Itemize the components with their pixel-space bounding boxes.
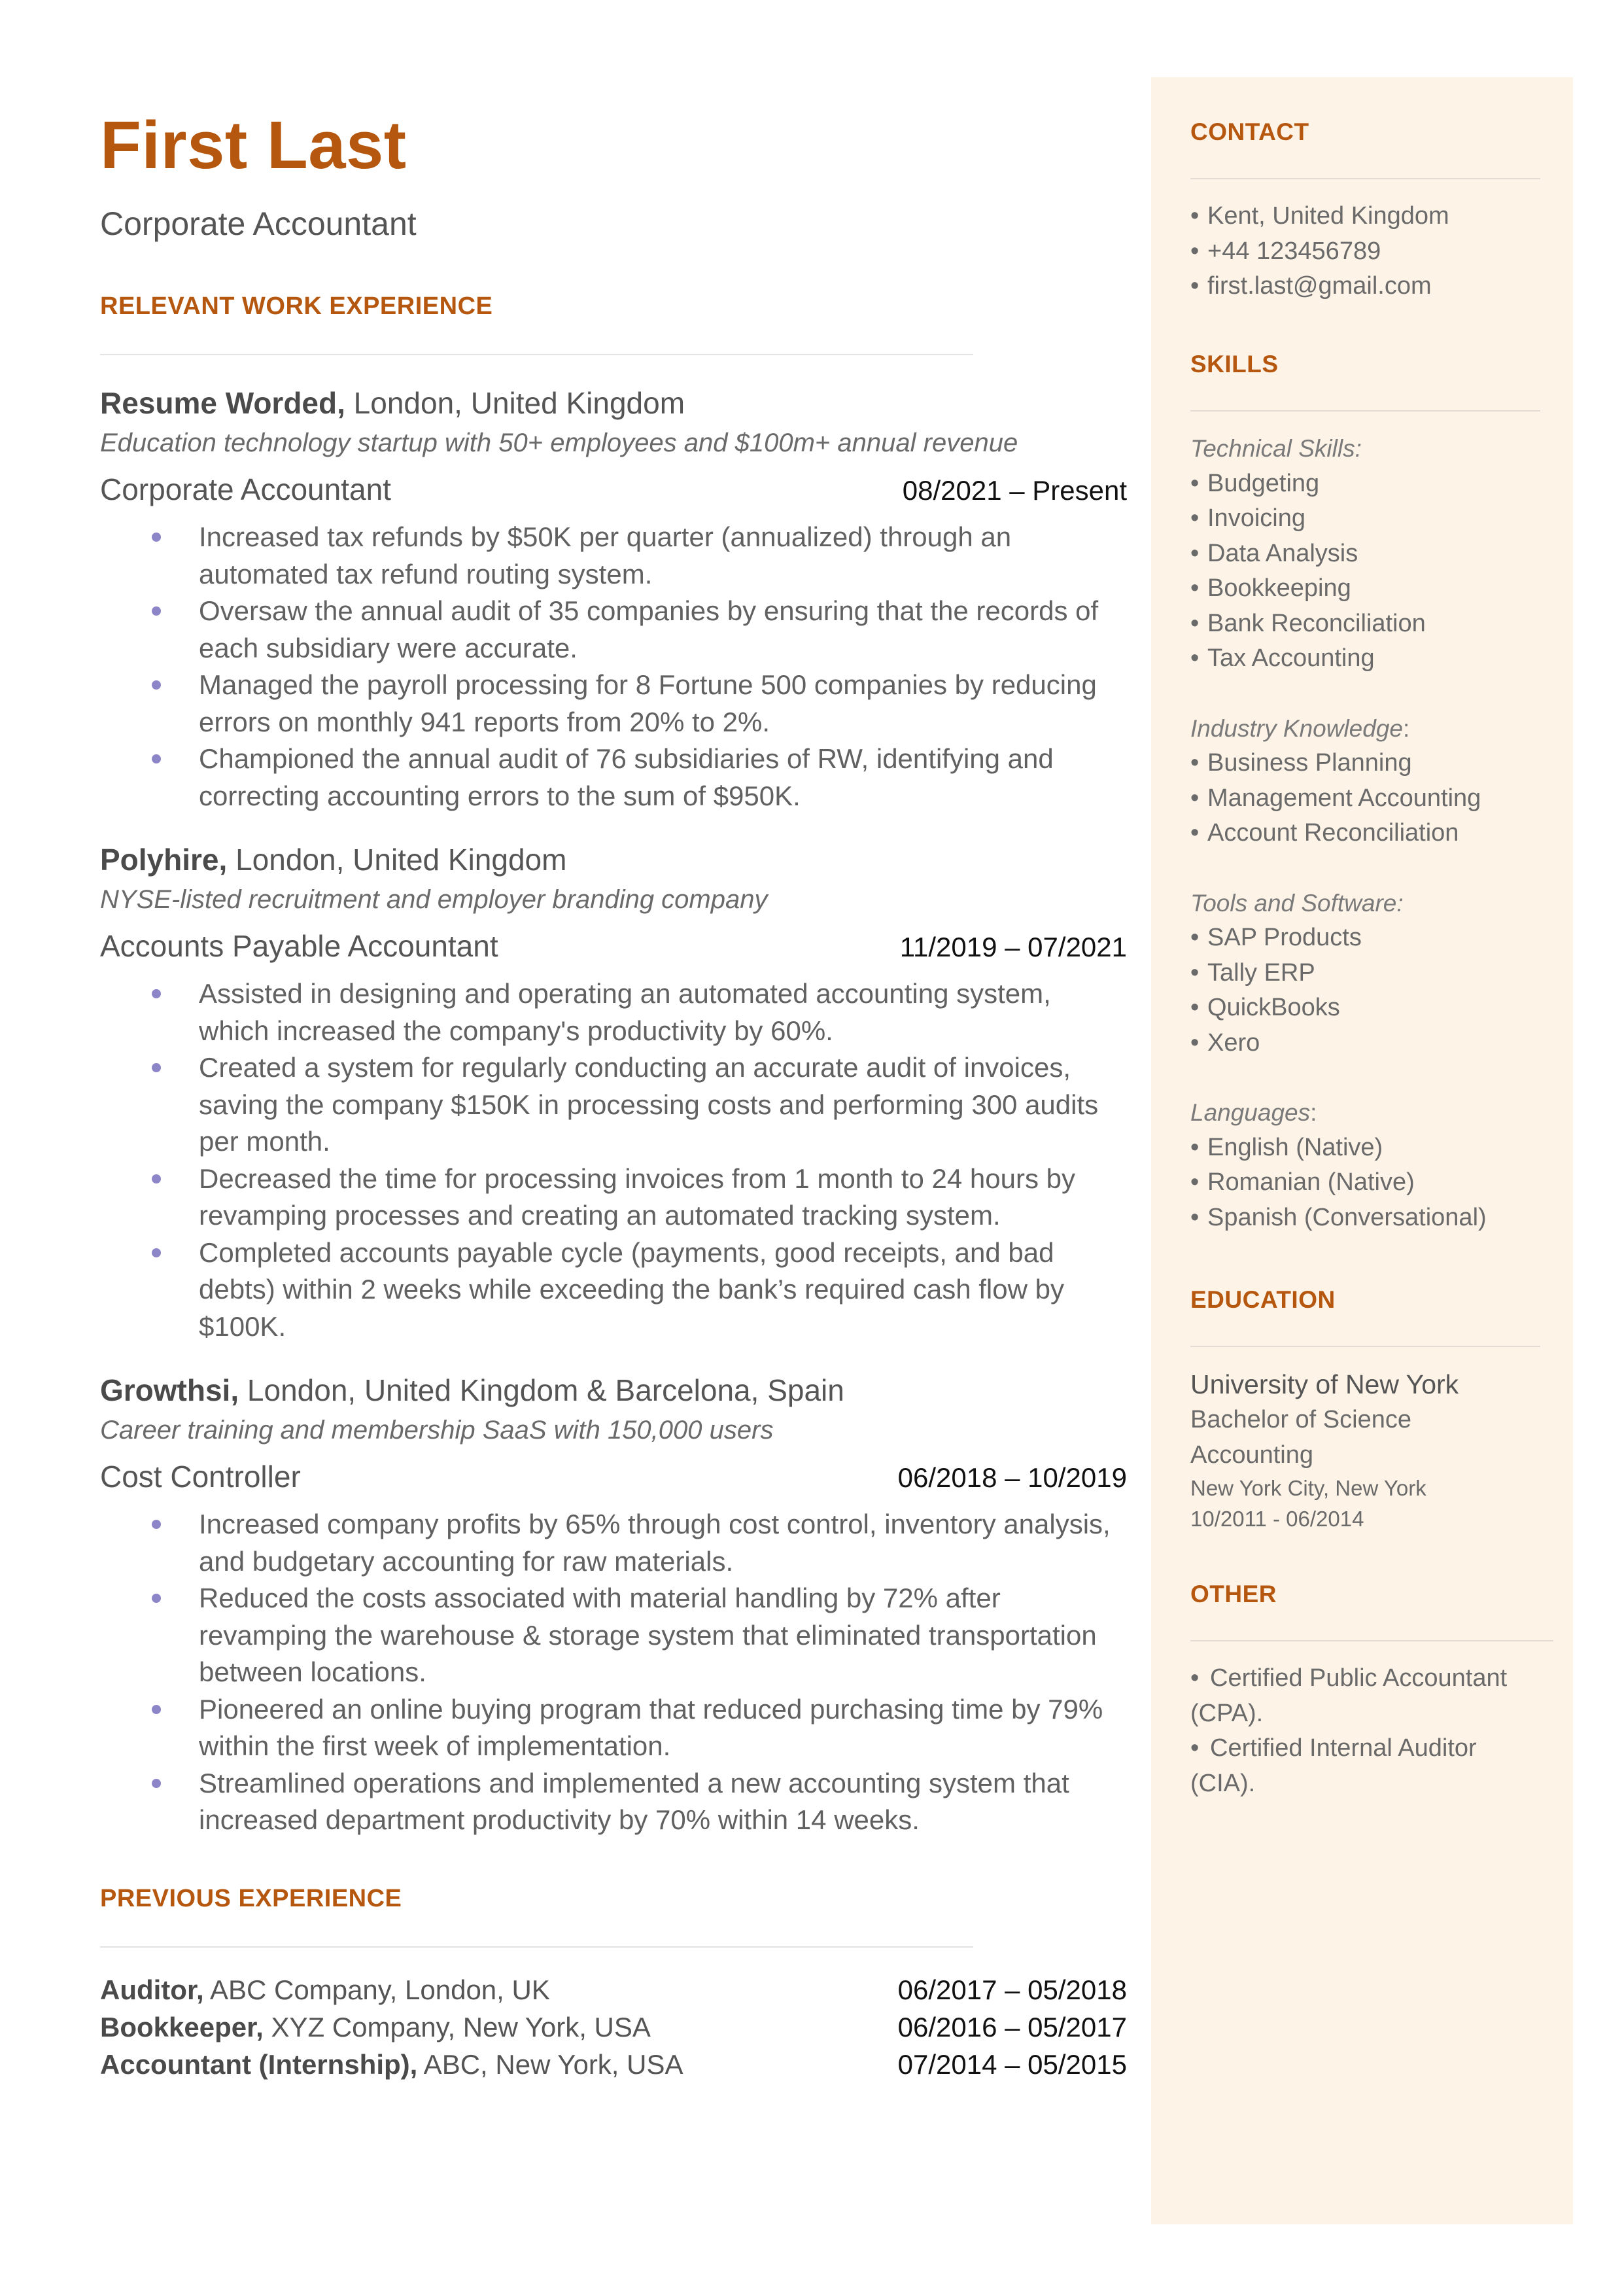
languages-list	[1190, 1130, 1530, 1236]
achievement-item: Decreased the time for processing invoices from 1 month to 24 hours by revamping processes and creating an automated tracking system.	[100, 1161, 1127, 1235]
job-entry	[100, 1375, 1127, 1839]
job-entry	[100, 388, 1127, 815]
skill-item: • SAP Products	[1190, 924, 1362, 951]
technical-skills-label: Technical Skills:	[1190, 435, 1362, 462]
previous-employer: XYZ Company, New York, USA	[263, 2011, 651, 2042]
education-section	[1190, 1288, 1530, 1534]
industry-knowledge-label: Industry Knowledge:	[1190, 714, 1410, 742]
achievement-item: Increased company profits by 65% through cost control, inventory analysis, and budgetary accounting for raw materials.	[100, 1506, 1127, 1580]
company-name: Resume Worded,	[100, 386, 345, 420]
achievement-item: Oversaw the annual audit of 35 companies by ensuring that the records of each subsidiary were accurate.	[100, 593, 1127, 667]
company-description: Education technology startup with 50+ employees and $100m+ annual revenue	[100, 429, 1018, 457]
achievement-item: Completed accounts payable cycle (payments, good receipts, and bad debts) within 2 weeks while exceeding the bank’s required cash flow by $100K.	[100, 1235, 1127, 1346]
section-divider	[100, 1946, 973, 1948]
section-divider	[1190, 1346, 1540, 1347]
certification-item: • Certified Internal Auditor (CIA).	[1190, 1734, 1477, 1797]
role-row	[100, 1462, 1127, 1492]
achievement-list	[100, 975, 1127, 1345]
education-field: Accounting	[1190, 1441, 1314, 1469]
contact-heading: CONTACT	[1190, 118, 1309, 145]
education-heading: EDUCATION	[1190, 1286, 1336, 1313]
skill-item: • Bookkeeping	[1190, 574, 1351, 602]
contact-section	[1190, 120, 1530, 304]
section-heading-relevant: RELEVANT WORK EXPERIENCE	[100, 292, 493, 320]
skill-item: • Account Reconciliation	[1190, 819, 1459, 847]
skill-item: • Data Analysis	[1190, 539, 1358, 567]
contact-phone: • +44 123456789	[1190, 237, 1381, 265]
other-heading: OTHER	[1190, 1581, 1277, 1607]
achievement-item: Assisted in designing and operating an automated accounting system, which increased the company's productivity by 60%.	[100, 975, 1127, 1049]
education-degree: Bachelor of Science	[1190, 1406, 1411, 1433]
candidate-title: Corporate Accountant	[100, 205, 417, 242]
achievement-item: Managed the payroll processing for 8 Fortune 500 companies by reducing errors on monthly 941 reports from 20% to 2%.	[100, 667, 1127, 741]
previous-employer: ABC, New York, USA	[417, 2048, 683, 2080]
job-role: Accounts Payable Accountant	[100, 929, 498, 963]
skill-item: • Management Accounting	[1190, 784, 1481, 812]
education-school: University of New York	[1190, 1369, 1459, 1399]
section-divider	[1190, 178, 1540, 179]
previous-role: Bookkeeper,	[100, 2011, 264, 2042]
role-row	[100, 931, 1127, 961]
job-role: Corporate Accountant	[100, 472, 391, 506]
company-location: London, United Kingdom & Barcelona, Spain	[239, 1373, 844, 1407]
section-divider	[1190, 1640, 1553, 1641]
achievement-item: Pioneered an online buying program that reduced purchasing time by 79% within the first week of implementation.	[100, 1691, 1127, 1765]
company-description: Career training and membership SaaS with 150,000 users	[100, 1416, 774, 1445]
skill-item: • Budgeting	[1190, 469, 1320, 497]
achievement-list	[100, 1506, 1127, 1839]
skills-section	[1190, 352, 1530, 1235]
company-description: NYSE-listed recruitment and employer branding company	[100, 885, 768, 914]
skill-item: • Invoicing	[1190, 504, 1305, 532]
section-divider	[100, 354, 973, 355]
certification-item: • Certified Public Accountant (CPA).	[1190, 1664, 1508, 1727]
company-name: Polyhire,	[100, 843, 228, 877]
skill-item: • Bank Reconciliation	[1190, 609, 1426, 637]
contact-location: • Kent, United Kingdom	[1190, 202, 1449, 230]
achievement-list	[100, 519, 1127, 815]
achievement-item: Created a system for regularly conducting an accurate audit of invoices, saving the company $150K in processing costs and performing 300 audits per month.	[100, 1049, 1127, 1161]
job-dates: 08/2021 – Present	[902, 475, 1127, 506]
main-column	[100, 107, 1127, 2083]
education-dates: 10/2011 - 06/2014	[1190, 1507, 1364, 1531]
job-dates: 06/2018 – 10/2019	[897, 1462, 1127, 1493]
skill-item: • Business Planning	[1190, 749, 1412, 777]
company-location: London, United Kingdom	[227, 843, 567, 877]
previous-experience-item	[100, 2046, 1127, 2083]
previous-dates: 06/2016 – 05/2017	[897, 2011, 1127, 2042]
job-dates: 11/2019 – 07/2021	[899, 932, 1127, 962]
skills-heading: SKILLS	[1190, 351, 1279, 377]
education-location: New York City, New York	[1190, 1476, 1426, 1500]
technical-skills-list	[1190, 466, 1530, 676]
industry-knowledge-list	[1190, 746, 1530, 851]
language-item: • Romanian (Native)	[1190, 1168, 1415, 1196]
achievement-item: Streamlined operations and implemented a new accounting system that increased department productivity by 70% within 14 weeks.	[100, 1765, 1127, 1839]
language-item: • Spanish (Conversational)	[1190, 1203, 1487, 1231]
section-divider	[1190, 410, 1540, 412]
company-line	[100, 845, 1127, 875]
other-section	[1190, 1582, 1530, 1801]
tools-software-label: Tools and Software:	[1190, 889, 1404, 917]
job-entry	[100, 845, 1127, 1345]
skill-item: • Tax Accounting	[1190, 644, 1375, 672]
previous-experience-item	[100, 2008, 1127, 2046]
previous-dates: 07/2014 – 05/2015	[897, 2048, 1127, 2080]
languages-label: Languages:	[1190, 1099, 1317, 1126]
company-line	[100, 388, 1127, 418]
previous-role: Auditor,	[100, 1974, 204, 2005]
language-item: • English (Native)	[1190, 1133, 1383, 1161]
sidebar	[1151, 77, 1573, 2224]
other-list	[1190, 1661, 1530, 1801]
skill-item: • Tally ERP	[1190, 958, 1315, 987]
tools-software-list	[1190, 920, 1530, 1060]
role-row	[100, 474, 1127, 504]
previous-dates: 06/2017 – 05/2018	[897, 1974, 1127, 2005]
section-heading-previous: PREVIOUS EXPERIENCE	[100, 1884, 402, 1912]
previous-role: Accountant (Internship),	[100, 2048, 418, 2080]
skill-item: • QuickBooks	[1190, 994, 1340, 1021]
contact-email: • first.last@gmail.com	[1190, 272, 1432, 300]
achievement-item: Increased tax refunds by $50K per quarter (annualized) through an automated tax refund routing system.	[100, 519, 1127, 593]
previous-experience-list	[100, 1971, 1127, 2083]
job-role: Cost Controller	[100, 1460, 301, 1494]
company-name: Growthsi,	[100, 1373, 239, 1407]
skill-item: • Xero	[1190, 1028, 1260, 1057]
achievement-item: Reduced the costs associated with material handling by 72% after revamping the warehouse & storage system that eliminated transportation between locations.	[100, 1580, 1127, 1691]
previous-employer: ABC Company, London, UK	[203, 1974, 550, 2005]
contact-list	[1190, 199, 1530, 304]
candidate-name: First Last	[100, 107, 407, 183]
company-location: London, United Kingdom	[345, 386, 685, 420]
previous-experience-item	[100, 1971, 1127, 2008]
company-line	[100, 1375, 1127, 1405]
achievement-item: Championed the annual audit of 76 subsidiaries of RW, identifying and correcting accounting errors to the sum of $950K.	[100, 741, 1127, 815]
